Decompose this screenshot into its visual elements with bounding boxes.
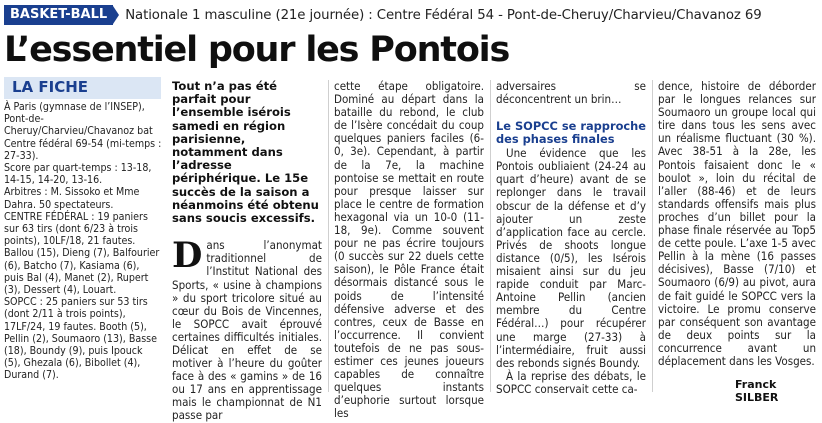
article-column-4: [658, 80, 816, 368]
kicker: [4, 5, 762, 25]
column-rule: [490, 80, 491, 392]
article-column-2: [334, 80, 484, 420]
fiche-title: LA FICHE: [12, 78, 89, 96]
article-column-3: [496, 80, 646, 396]
match-line: Nationale 1 masculine (21e journée) : Centre Fédéral 54 - Pont-de-Cheruy/Charvieu/Chavanoz 69: [125, 7, 762, 23]
headline: L’essentiel pour les Pontois: [4, 30, 510, 70]
article-paragraph: adversaires se déconcentrent un brin…: [496, 79, 646, 107]
chapeau: Tout n’a pas été parfait pour l’ensemble isérois samedi en région parisienne, notamment dans l’adresse périphérique. Le 15e succès de la saison a néanmoins été obtenu sans soucis excessifs.: [172, 79, 319, 226]
article-column-1: [172, 80, 322, 423]
article-paragraph: À la reprise des débats, le SOPCC conservait cette ca-: [496, 368, 646, 396]
fiche-paragraph: À Paris (gymnase de l’INSEP), Pont-de-Cheruy/Charvieu/Chavanoz bat Centre fédéral 69-54 (mi-temps : 27-33).: [4, 101, 162, 162]
subheading: Le SOPCC se rapproche des phases finales: [496, 119, 646, 147]
fiche-box: [4, 101, 162, 382]
fiche-header: [4, 77, 161, 99]
rubric-label: BASKET-BALL: [4, 5, 113, 25]
column-rule: [328, 80, 329, 392]
article-paragraph: Une évidence que les Pontois oubliaient (24-24 au quart d’heure) avant de se replonger dans le travail obscur de la défense et d’y ajouter un zeste d’application face au cercle. Privés de shoots longue distance (0/5), les Isérois misaient ainsi sur du jeu rapide conduit par Marc-Antoine Pellin (ancien membre du Centre Fédéral…) pour récupérer une marge (27-33) à l’intermédiaire, fruit aussi des rebonds signés Boundy.: [496, 146, 646, 370]
rubric-arrow: [113, 6, 119, 24]
fiche-paragraph: Score par quart-temps : 13-18, 14-15, 14-20, 13-16.: [4, 162, 152, 187]
byline: Franck SILBER: [735, 378, 779, 404]
column-rule: [652, 80, 653, 392]
article-paragraph: dence, histoire de déborder par le longues relances sur Soumaoro un groupe local qui tire dans tous les sens avec un réalisme fluctuant (30 %). Avec 38-51 à la 28e, les Pontois faisaient donc le « boulot », loin du récital de l’aller (88-46) et de leurs standards offensifs mais plus proches d’un billet pour la phase finale réservée au Top5 de cette poule. L’axe 1-5 avec Pellin à la mène (16 passes décisives), Basse (7/10) et Soumaoro (6/9) au pivot, aura de fait guidé le SOPCC vers la victoire. Le promu conserve par conséquent son avantage de deux points sur la concurrence avant un déplacement dans les Vosges.: [658, 79, 816, 368]
fiche-paragraph: SOPCC : 25 paniers sur 53 tirs (dont 2/11 à trois points), 17LF/24, 19 fautes. Booth (5), Pellin (2), Soumaoro (13), Basse (18), Boundy (9), puis Ipouck (5), Ghezala (6), Bibollet (4), Durand (7).: [4, 296, 158, 382]
article-text: ans l’anonymat traditionnel de l’Institut National des Sports, « usine à champions » du sport tricolore situé au cœur du Bois de Vincennes, le SOPCC avait éprouvé certaines difficultés initiales. Délicat en effet de se motiver à l’heure du goûter face à des « gamins » de 16 ou 17 ans en apprentissage mais le championnat de N1 passe par: [172, 238, 322, 423]
fiche-paragraph: CENTRE FÉDÉRAL : 19 paniers sur 63 tirs (dont 6/23 à trois points), 10LF/18, 21 fautes. Ballou (15), Dieng (7), Balfourier (6), Batcho (7), Kasiama (6), puis Bal (4), Manet (2), Rupert (3), Dessert (4), Louart.: [4, 210, 160, 297]
dropcap: D: [172, 235, 203, 277]
article-paragraph: cette étape obligatoire. Dominé au départ dans la bataille du rebond, le club de l’Isère concédait du coup quelques paniers faciles (6-0, 3e). Cependant, à partir de la 7e, la machine pontoise se mettait en route pour presque laisser sur place le centre de formation hexagonal via un 10-0 (11-18, 9e). Comme souvent pour ne pas écrire toujours (0 succès sur 22 duels cette saison), le Pôle France était désormais distancé sous le poids de l’intensité défensive adverse et des contres, ceux de Basse en l’occurrence. Il convient toutefois de ne pas sous-estimer ces jeunes joueurs capables de connaître quelques instants d’euphorie surtout lorsque les: [334, 79, 484, 421]
fiche-paragraph: Arbitres : M. Sissoko et Mme Dahra. 50 spectateurs.: [4, 186, 140, 211]
article-paragraph: [172, 235, 322, 423]
